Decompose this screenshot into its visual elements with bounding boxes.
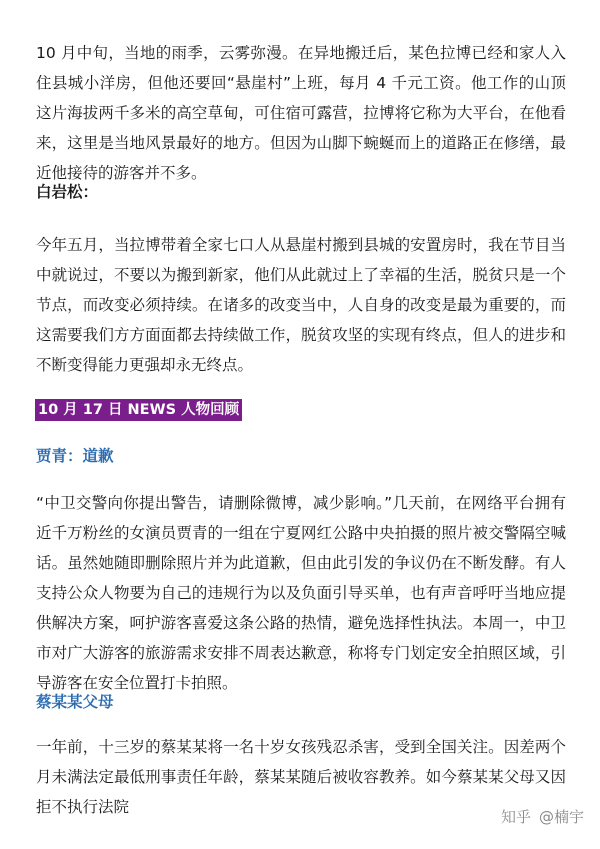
- date-banner: 10 月 17 日 NEWS 人物回顾: [35, 399, 242, 421]
- zhihu-watermark: [501, 806, 584, 827]
- paragraph-4: 一年前，十三岁的蔡某某将一名十岁女孩残忍杀害，受到全国关注。因差两个月未满法定最低刑事责任年龄，蔡某某随后被收容教养。如今蔡某某父母又因拒不执行法院: [36, 738, 566, 816]
- section-heading-cai-parents: 蔡某某父母: [36, 693, 114, 711]
- speaker-label: 白岩松：: [36, 183, 99, 201]
- paragraph-1: 10 月中旬，当地的雨季，云雾弥漫。在异地搬迁后，某色拉博已经和家人入住县城小洋房，但他还要回“悬崖村”上班，每月 4 千元工资。他工作的山顶这片海拔两千多米的高空草甸，可住宿可露营，拉博将它称为大平台，在他看来，这里是当地风景最好的地方。但因为山脚下蜿蜒而上的道路正在修缮，最近他接待的游客并不多。: [36, 44, 566, 182]
- watermark-site: 知乎: [500, 808, 531, 826]
- paragraph-3: “中卫交警向你提出警告，请删除微博，减少影响。”几天前，在网络平台拥有近千万粉丝的女演员贾青的一组在宁夏网红公路中央拍摄的照片被交警隔空喊话。虽然她随即删除照片并为此道歉，但由此引发的争议仍在不断发酵。有人支持公众人物要为自己的违规行为以及负面引导买单，也有声音呼吁当地应提供解决方案，呵护游客喜爱这条公路的热情，避免选择性执法。本周一，中卫市对广大游客的旅游需求安排不周表达歉意，称将专门划定安全拍照区域，引导游客在安全位置打卡拍照。: [36, 494, 566, 692]
- paragraph-2: 今年五月，当拉博带着全家七口人从悬崖村搬到县城的安置房时，我在节目当中就说过，不要以为搬到新家，他们从此就过上了幸福的生活，脱贫只是一个节点，而改变必须持续。在诸多的改变当中，人自身的改变是最为重要的，而这需要我们方方面面都去持续做工作，脱贫攻坚的实现有终点，但人的进步和不断变得能力更强却永无终点。: [36, 236, 566, 374]
- watermark-author: @楠宇: [538, 808, 584, 826]
- section-heading-jia-qing: 贾青：道歉: [36, 447, 114, 465]
